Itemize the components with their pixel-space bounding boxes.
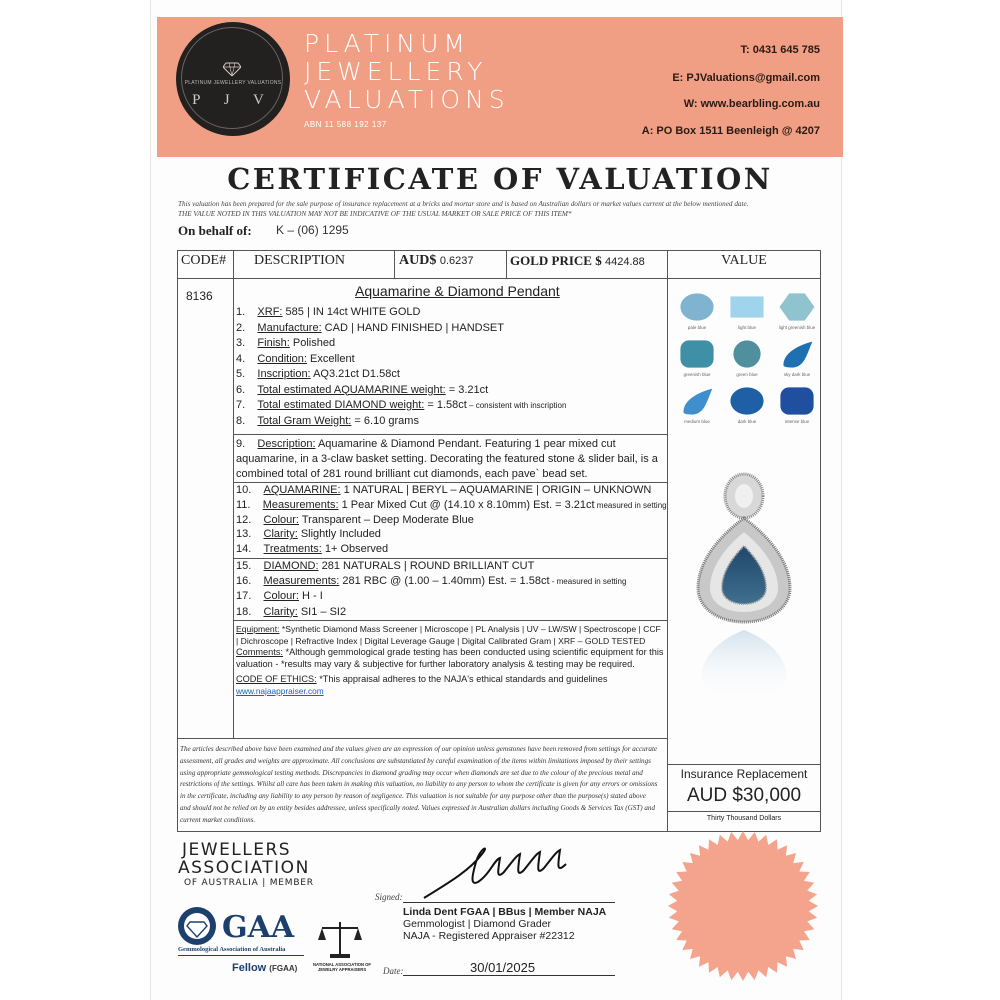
diamond-line-3: 17. Colour: H - I — [236, 590, 323, 603]
signer-name: Linda Dent FGAA | BBus | Member NAJA — [403, 906, 607, 918]
spec-line-7: 7. Total estimated DIAMOND weight: = 1.58ct – consistent with inscription — [236, 399, 567, 411]
spec-line-4: 4. Condition: Excellent — [236, 352, 355, 365]
seal-icon — [667, 830, 819, 982]
jaa-line-3: OF AUSTRALIA | MEMBER — [184, 878, 314, 888]
insurance-words: Thirty Thousand Dollars — [706, 815, 782, 822]
disclaimer-line-2: THE VALUE NOTED IN THIS VALUATION MAY NOT BE INDICATIVE OF THE USUAL MARKET OR SALE PRICE OF THIS ITEM* — [178, 210, 572, 218]
gem-swatch-caption: sky dark blue — [783, 372, 811, 377]
contact-phone: T: 0431 645 785 — [740, 44, 820, 56]
diamond-icon — [223, 62, 241, 76]
aqua-line-1: 10. AQUAMARINE: 1 NATURAL | BERYL – AQUAMARINE | ORIGIN – UNKNOWN — [236, 484, 652, 496]
item-code: 8136 — [186, 289, 213, 303]
spec-line-1: 1. XRF: 585 | IN 14ct WHITE GOLD — [236, 306, 421, 318]
aqua-line-5: 14. Treatments: 1+ Observed — [236, 543, 389, 556]
naja-link[interactable]: www.najaappraiser.com — [236, 686, 324, 696]
fellow-label: Fellow (FGAA) — [232, 962, 298, 974]
spec-line-8: 8. Total Gram Weight: = 6.10 grams — [236, 414, 419, 427]
gem-swatch-caption: pale blue — [687, 325, 707, 330]
jaa-line-2: ASSOCIATION — [178, 858, 310, 878]
pjv-logo — [176, 22, 290, 136]
ethics-note: CODE OF ETHICS: *This appraisal adheres to the NAJA's ethical standards and guidelines — [236, 674, 608, 684]
contact-website: W: www.bearbling.com.au — [683, 98, 820, 110]
description-para: 9. Description: Aquamarine & Diamond Pendant. Featuring 1 pear mixed cut aquamarine, in a 3-claw basket setting. Decorating the featured stone & slider bail, is a combined total of 281 round brilliant cut diamonds, each pave` bead set. — [236, 438, 658, 480]
header-description: DESCRIPTION — [254, 253, 346, 268]
spec-line-5: 5. Inscription: AQ3.21ct D1.58ct — [236, 368, 400, 380]
signer-role-1: Gemmologist | Diamond Grader — [403, 918, 552, 930]
spec-line-2: 2. Manufacture: CAD | HAND FINISHED | HANDSET — [236, 321, 504, 334]
insurance-label: Insurance Replacement — [680, 767, 808, 781]
contact-email: E: PJValuations@gmail.com — [672, 72, 820, 84]
aqua-line-3: 12. Colour: Transparent – Deep Moderate Blue — [236, 513, 474, 526]
pendant-image — [694, 470, 794, 740]
gem-swatch-caption: greenish blue — [683, 372, 711, 377]
certificate-title: CERTIFICATE OF VALUATION — [227, 162, 773, 196]
contact-address: A: PO Box 1511 Beenleigh @ 4207 — [641, 125, 820, 137]
comments-note: Comments: *Although gemmological grade testing has been conducted using scientific equipment for this valuation - *results may vary & subjective for further laboratory analysis & testing may be required. — [236, 647, 664, 669]
gem-swatch-4 — [675, 337, 719, 371]
certificate-date: 30/01/2025 — [470, 960, 536, 975]
gem-swatch-8 — [725, 384, 769, 418]
date-label: Date: — [383, 966, 404, 976]
aud-rate: 0.6237 — [439, 255, 474, 267]
signer-role-2: NAJA - Registered Appraiser #22312 — [403, 930, 575, 942]
logo-text: PLATINUM JEWELLERY VALUATIONS — [184, 80, 282, 86]
equipment-note: Equipment: *Synthetic Diamond Mass Screener | Microscope | PL Analysis | UV – LW/SW | Spectroscope | CCF | Dichroscope | Refractive Index | Digital Leverage Gauge | Digital Calibrated Gram | XRF – GOLD TESTED — [236, 624, 661, 646]
gem-swatch-caption: medium blue — [684, 419, 710, 424]
gem-swatch-2 — [725, 290, 769, 324]
header-aud: AUD$ 0.6237 — [399, 253, 474, 268]
header-value: VALUE — [721, 253, 767, 268]
behalf-value: K – (06) 1295 — [276, 223, 349, 237]
gem-swatch-caption: light blue — [737, 325, 756, 330]
item-title: Aquamarine & Diamond Pendant — [355, 283, 560, 299]
naja-scales-icon — [316, 918, 364, 960]
gem-swatch-caption: green blue — [736, 372, 758, 377]
gaa-full-name: Gemmological Association of Australia — [178, 946, 286, 953]
brand-line-3: VALUATIONS — [304, 85, 510, 114]
brand-line-1: PLATINUM — [304, 29, 470, 58]
aqua-line-2: 11. Measurements: 1 Pear Mixed Cut @ (14.10 x 8.10mm) Est. = 3.21ct measured in setting — [236, 498, 667, 511]
gem-swatch-caption: light greenish blue — [778, 325, 816, 330]
gold-price: 4424.88 — [604, 256, 645, 268]
diamond-line-4: 18. Clarity: SI1 – SI2 — [236, 605, 347, 618]
gem-swatch-caption: intense blue — [784, 419, 810, 424]
jaa-line-1: JEWELLERS — [182, 840, 292, 860]
logo-monogram: P J V — [192, 92, 274, 108]
gem-swatch-3 — [775, 290, 819, 324]
diamond-line-1: 15. DIAMOND: 281 NATURALS | ROUND BRILLIANT CUT — [236, 560, 535, 572]
gem-swatch-1 — [675, 290, 719, 324]
disclaimer-line-1: This valuation has been prepared for the sale purpose of insurance replacement at a bricks and mortar store and is based on Australian dollars or market values current at the below mentioned date. — [178, 200, 749, 208]
signature-image — [420, 842, 580, 902]
gem-swatch-6 — [775, 337, 819, 371]
footer-disclaimer: The articles described above have been examined and the values given are an expression of our opinion unless gemstones have been removed from settings for accurate assessment, all grades and weights are approximate. All conclusions are substantiated by careful examination of the items within limitations imposed by their settings using appropriate gemmological testing methods. Discrepancies in diamond grading may occur when diamonds are set due to the colour of the precious metal and restrictions of the settings. Whilst all care has been taken in making this valuation, no liability to any person to whom the certificate is given for any errors or omissions in the certificate, including any liability to any person by reason of negligence. This valuation is not suitable for any purpose other than the purpose(s) stated above and should not be relied on by an entity besides addressee, unless specifically noted. Values expressed in Australian dollars including Goods & Services Tax (GST) and current market conditions. — [180, 745, 658, 824]
gem-swatch-caption: dark blue — [737, 419, 757, 424]
gaa-seal-icon — [177, 906, 217, 946]
behalf-label: On behalf of: — [178, 223, 252, 238]
header-code: CODE# — [181, 253, 227, 268]
brand-line-2: JEWELLERY — [304, 57, 488, 86]
gem-swatch-7 — [675, 384, 719, 418]
spec-line-6: 6. Total estimated AQUAMARINE weight: = 3.21ct — [236, 383, 489, 396]
diamond-line-2: 16. Measurements: 281 RBC @ (1.00 – 1.40mm) Est. = 1.58ct - measured in setting — [236, 575, 627, 588]
spec-line-3: 3. Finish: Polished — [236, 337, 336, 349]
header-gold-price: GOLD PRICE $ 4424.88 — [510, 253, 645, 268]
signed-label: Signed: — [375, 892, 403, 902]
aqua-line-4: 13. Clarity: Slightly Included — [236, 528, 381, 541]
gaa-logo: GAA — [222, 910, 295, 945]
naja-name: NATIONAL ASSOCIATION OF JEWELRY APPRAISERS — [312, 962, 371, 972]
abn-number: ABN 11 588 192 137 — [304, 120, 387, 129]
gem-swatch-9 — [775, 384, 819, 418]
gem-swatch-5 — [725, 337, 769, 371]
insurance-value: AUD $30,000 — [686, 785, 802, 806]
